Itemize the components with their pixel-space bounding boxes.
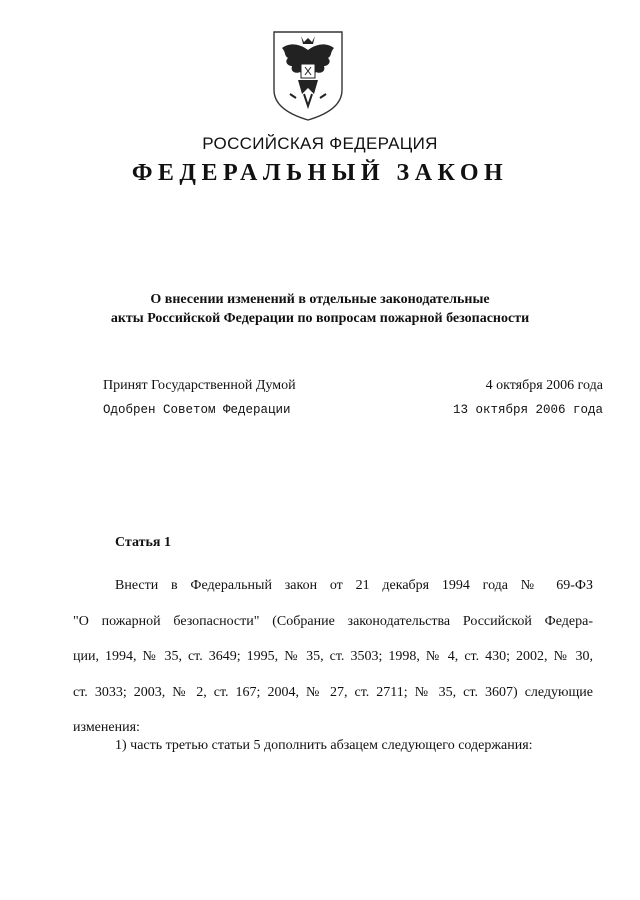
council-date: 13 октября 2006 года (452, 403, 603, 417)
article-title: Статья 1 (115, 535, 171, 550)
paragraph-line: "О пожарной безопасности" (Собрание законодательства Российской Федера- (73, 613, 593, 629)
article-item-1: 1) часть третью статьи 5 дополнить абзацем следующего содержания: (115, 738, 533, 753)
duma-date: 4 октября 2006 года (485, 378, 603, 393)
subject-line-1: О внесении изменений в отдельные законодательные (150, 292, 490, 307)
council-label: Одобрен Советом Федерации (103, 403, 291, 417)
paragraph-line: изменения: (73, 720, 140, 736)
subject-line-2: акты Российской Федерации по вопросам пожарной безопасности (110, 311, 530, 326)
document-type: ФЕДЕРАЛЬНЫЙ ЗАКОН (131, 160, 509, 186)
coat-of-arms-icon (268, 28, 348, 122)
duma-label: Принят Государственной Думой (103, 378, 296, 393)
law-subject (0, 290, 640, 328)
paragraph-line: ции, 1994, № 35, ст. 3649; 1995, № 35, ст. 3503; 1998, № 4, ст. 430; 2002, № 30, (73, 649, 593, 665)
country-name: РОССИЙСКАЯ ФЕДЕРАЦИЯ (202, 134, 438, 153)
paragraph-line: ст. 3033; 2003, № 2, ст. 167; 2004, № 27, ст. 2711; № 35, ст. 3607) следующие (73, 684, 593, 700)
article-paragraph (73, 568, 593, 746)
paragraph-line: Внести в Федеральный закон от 21 декабря 1994 года № 69-ФЗ (115, 578, 593, 593)
